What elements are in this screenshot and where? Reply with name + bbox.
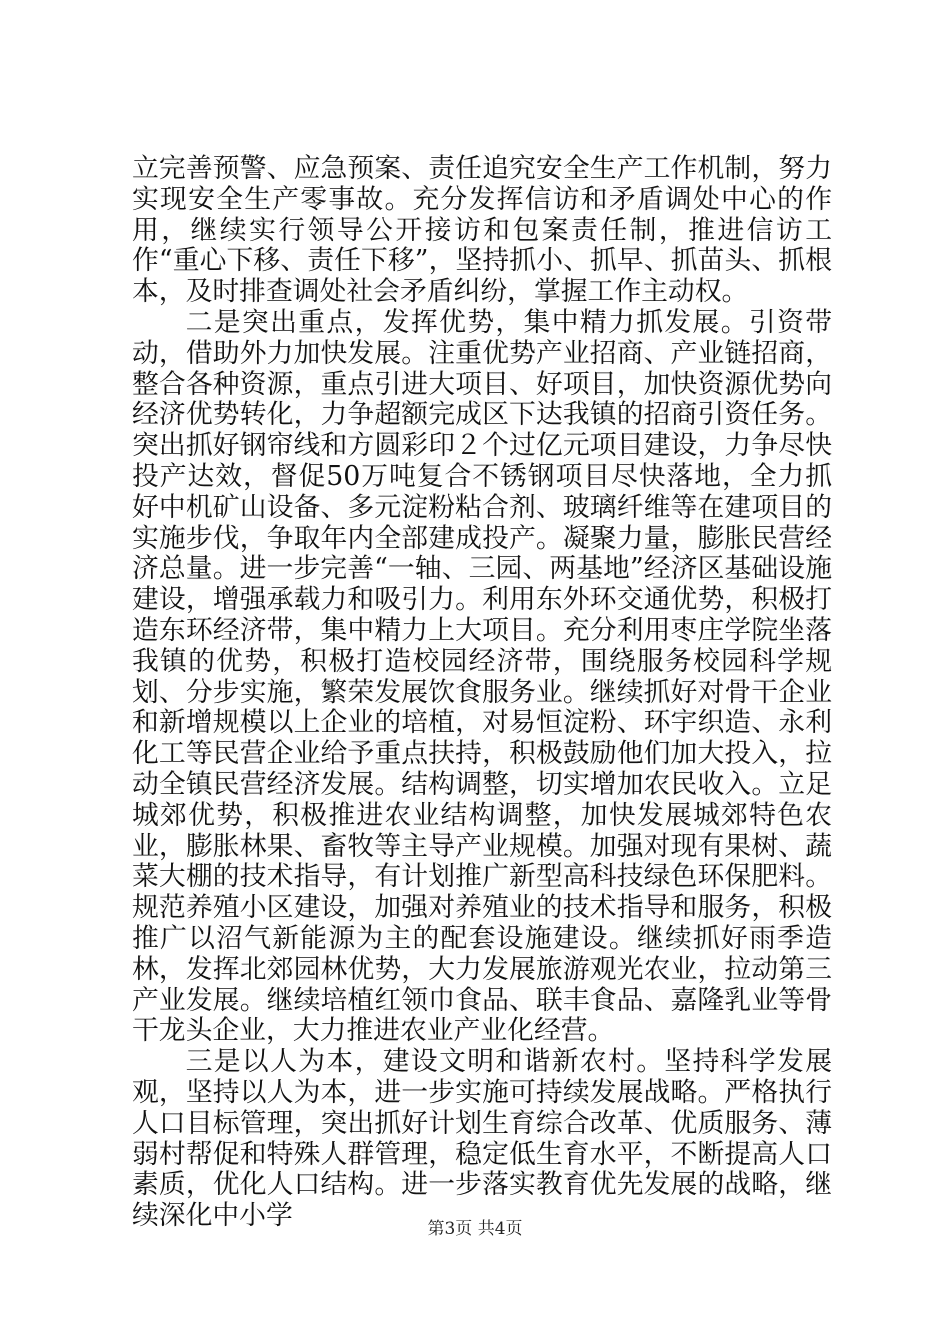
paragraph-1: 立完善预警、应急预案、责任追究安全生产工作机制，努力实现安全生产零事故。充分发挥信访和矛盾调处中心的作用，继续实行领导公开接访和包案责任制，推进信访工作“重心下移、责任下移”，坚持抓小、抓早、抓苗头、抓根本，及时排查调处社会矛盾纠纷，掌握工作主动权。 [132,153,832,308]
page-footer: 第3页 共4页 [427,1219,523,1239]
document-body [132,154,832,1232]
paragraph-3: 三是以人为本，建设文明和谐新农村。坚持科学发展观，坚持以人为本，进一步实施可持续发展战略。严格执行人口目标管理，突出抓好计划生育综合改革、优质服务、薄弱村帮促和特殊人群管理，稳定低生育水平，不断提高人口素质，优化人口结构。进一步落实教育优先发展的战略，继续深化中小学 [132,1046,832,1232]
paragraph-2: 二是突出重点，发挥优势，集中精力抓发展。引资带动，借助外力加快发展。注重优势产业招商、产业链招商，整合各种资源，重点引进大项目、好项目，加快资源优势向经济优势转化，力争超额完成区下达我镇的招商引资任务。突出抓好钢帘线和方圆彩印２个过亿元项目建设，力争尽快投产达效，督促50万吨复合不锈钢项目尽快落地，全力抓好中机矿山设备、多元淀粉粘合剂、玻璃纤维等在建项目的实施步伐，争取年内全部建成投产。凝聚力量，膨胀民营经济总量。进一步完善“一轴、三园、两基地”经济区基础设施建设，增强承载力和吸引力。利用东外环交通优势，积极打造东环经济带，集中精力上大项目。充分利用枣庄学院坐落我镇的优势，积极打造校园经济带，围绕服务校园科学规划、分步实施，繁荣发展饮食服务业。继续抓好对骨干企业和新增规模以上企业的培植，对易恒淀粉、环宇织造、永利化工等民营企业给予重点扶持，积极鼓励他们加大投入，拉动全镇民营经济发展。结构调整，切实增加农民收入。立足城郊优势，积极推进农业结构调整，加快发展城郊特色农业，膨胀林果、畜牧等主导产业规模。加强对现有果树、蔬菜大棚的技术指导，有计划推广新型高科技绿色环保肥料。规范养殖小区建设，加强对养殖业的技术指导和服务，积极推广以沼气新能源为主的配套设施建设。继续抓好雨季造林，发挥北郊园林优势，大力发展旅游观光农业，拉动第三产业发展。继续培植红领巾食品、联丰食品、嘉隆乳业等骨干龙头企业，大力推进农业产业化经营。 [132,306,832,1047]
